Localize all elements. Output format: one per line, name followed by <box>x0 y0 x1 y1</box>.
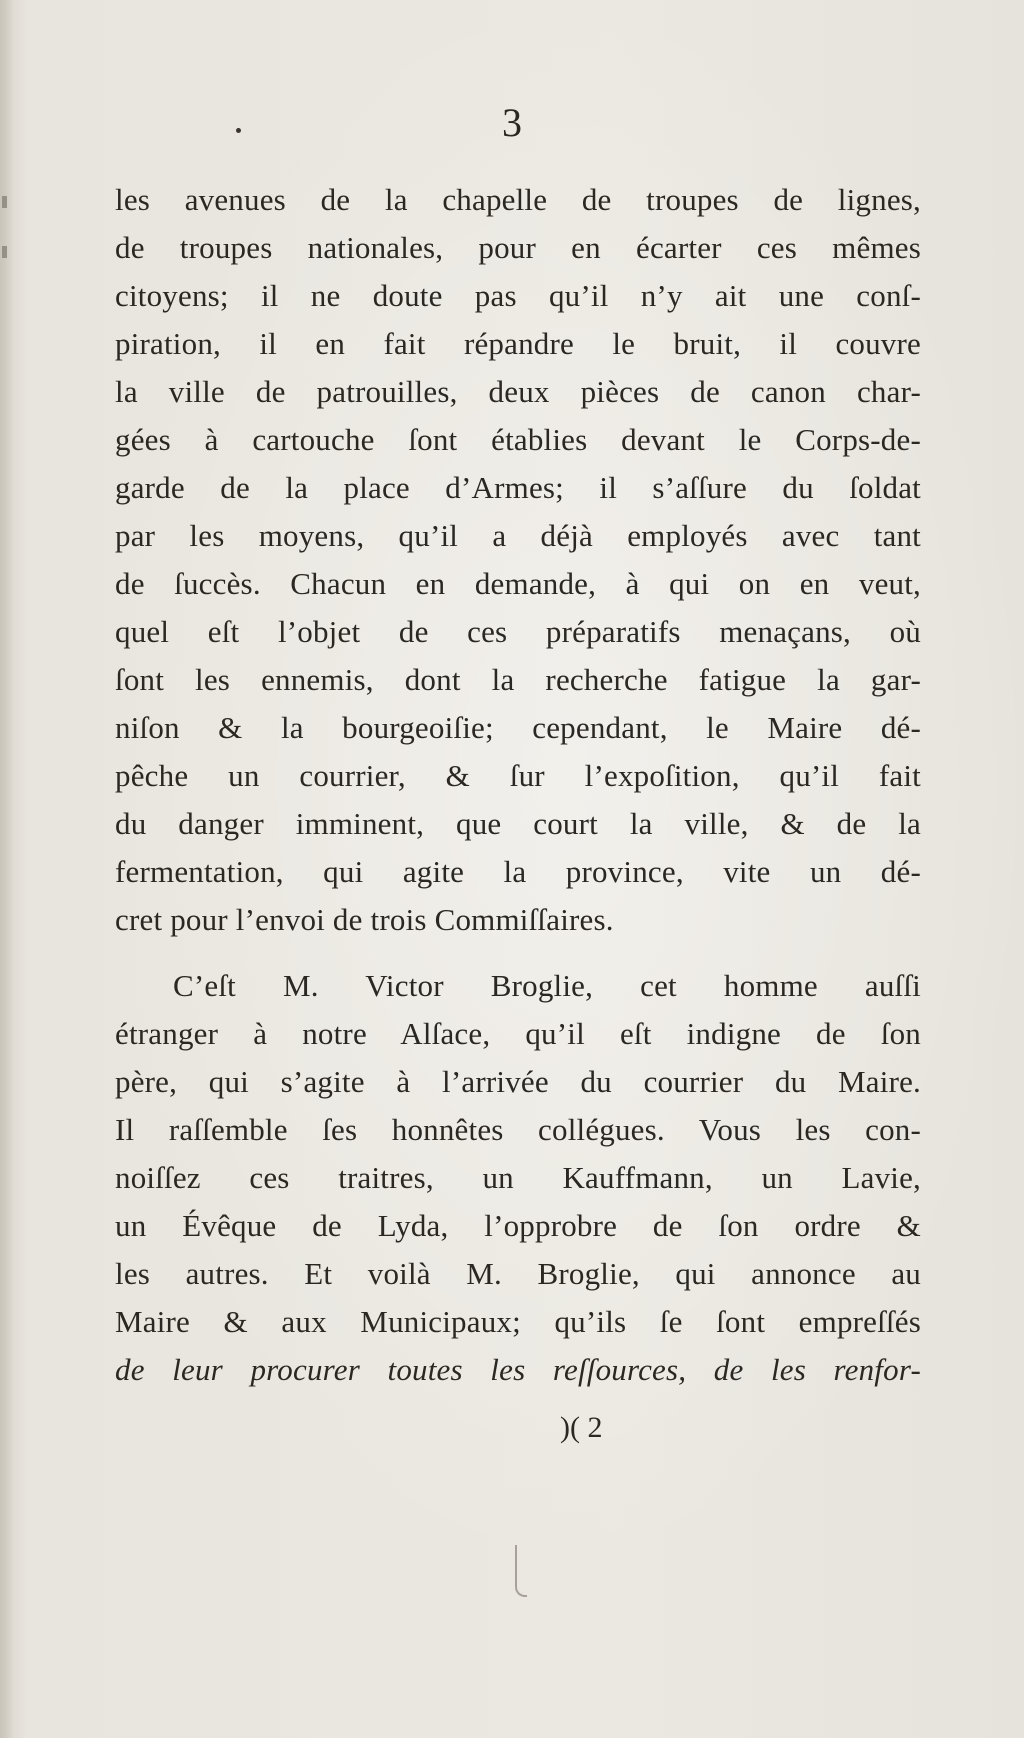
text-line: niſon & la bourgeoiſie; cependant, le Maire dé- <box>115 710 921 745</box>
text-line: par les moyens, qu’il a déjà employés avec tant <box>115 518 921 553</box>
text-line: citoyens; il ne doute pas qu’il n’y ait une conſ- <box>115 278 921 313</box>
text-line: la ville de patrouilles, deux pièces de canon char- <box>115 374 921 409</box>
text-line: les avenues de la chapelle de troupes de lignes, <box>115 182 921 217</box>
text-line: père, qui s’agite à l’arrivée du courrier du Maire. <box>115 1064 921 1099</box>
ink-dot <box>236 128 241 133</box>
text-line: quel eſt l’objet de ces préparatifs menaçans, où <box>115 614 921 649</box>
text-line: fermentation, qui agite la province, vite un dé- <box>115 854 921 889</box>
paragraph-1 <box>115 176 921 944</box>
paper-blemish <box>515 1545 527 1597</box>
text-line: piration, il en fait répandre le bruit, il couvre <box>115 326 921 361</box>
page-number: 3 <box>502 100 522 145</box>
text-line: de troupes nationales, pour en écarter ces mêmes <box>115 230 921 265</box>
signature-mark: )( 2 <box>560 1411 603 1444</box>
text-line: de leur procurer toutes les reſſources, de les renfor- <box>115 1352 921 1387</box>
text-line: pêche un courrier, & ſur l’expoſition, qu’il fait <box>115 758 921 793</box>
text-line: garde de la place d’Armes; il s’aſſure du ſoldat <box>115 470 921 505</box>
margin-mark <box>2 246 7 258</box>
text-line: Maire & aux Municipaux; qu’ils ſe ſont empreſſés <box>115 1304 921 1339</box>
margin-mark <box>2 196 7 208</box>
text-line: Il raſſemble ſes honnêtes collégues. Vous les con- <box>115 1112 921 1147</box>
text-line: étranger à notre Alſace, qu’il eſt indigne de ſon <box>115 1016 921 1051</box>
text-line: noiſſez ces traitres, un Kauffmann, un Lavie, <box>115 1160 921 1195</box>
paragraph-2 <box>115 962 921 1394</box>
gutter-shadow <box>0 0 14 1738</box>
text-line: cret pour l’envoi de trois Commiſſaires. <box>115 902 614 937</box>
text-line: un Évêque de Lyda, l’opprobre de ſon ordre & <box>115 1208 921 1243</box>
text-line: du danger imminent, que court la ville, & de la <box>115 806 921 841</box>
text-line: gées à cartouche ſont établies devant le Corps-de- <box>115 422 921 457</box>
text-line: C’eſt M. Victor Broglie, cet homme auſſi <box>173 968 921 1003</box>
text-line: ſont les ennemis, dont la recherche fatigue la gar- <box>115 662 921 697</box>
text-line: de ſuccès. Chacun en demande, à qui on en veut, <box>115 566 921 601</box>
text-line: les autres. Et voilà M. Broglie, qui annonce au <box>115 1256 921 1291</box>
